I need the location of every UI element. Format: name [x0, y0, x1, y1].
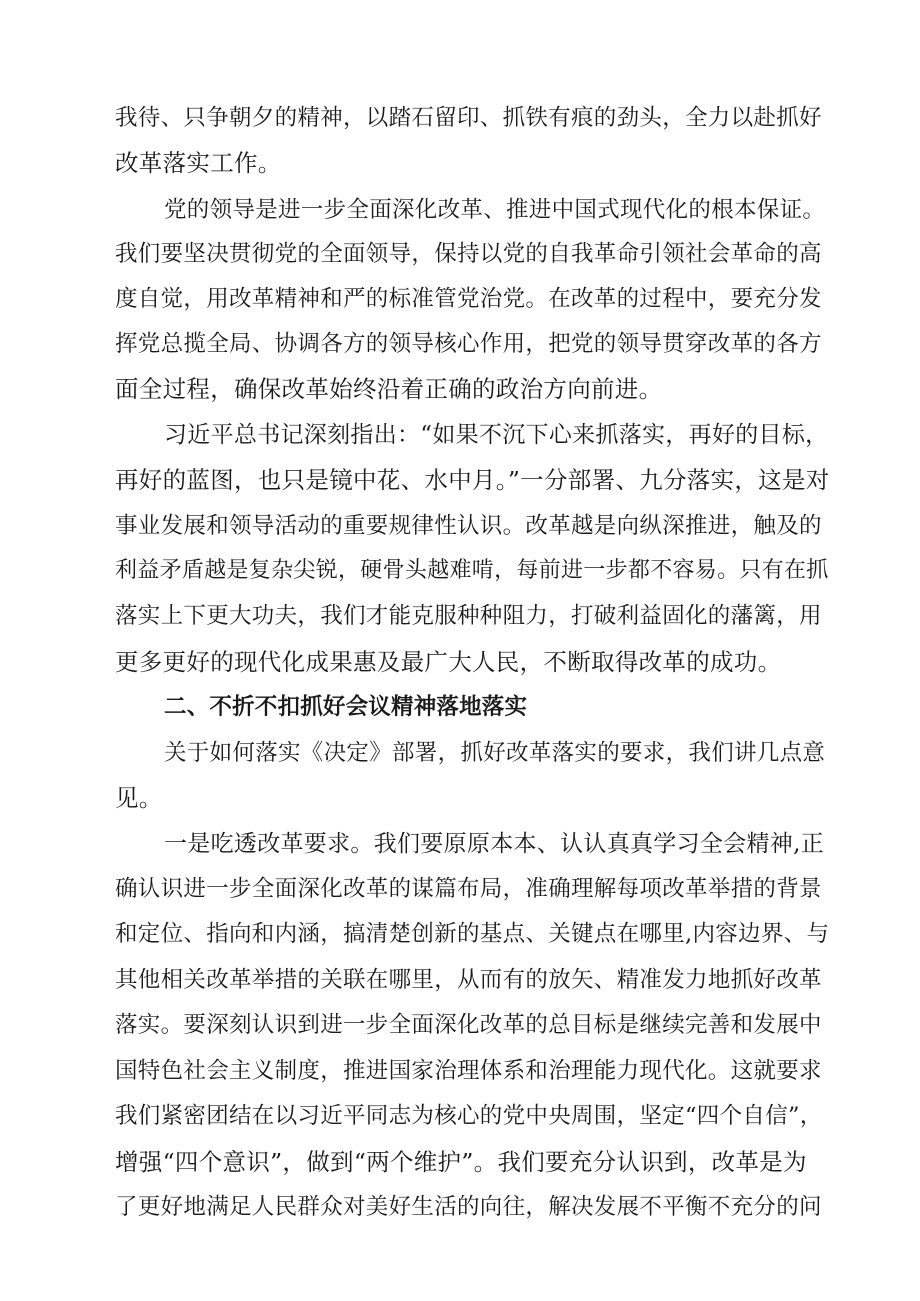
text-line-15: 关于如何落实《决定》部署，抓好改革落实的要求，我们讲几点意: [164, 740, 826, 766]
text-line-23: 我们紧密团结在以习近平同志为核心的党中央周围，坚定“四个自信”，: [115, 1103, 823, 1129]
text-line-25: 了更好地满足人民群众对美好生活的向往，解决发展不平衡不充分的问: [115, 1194, 822, 1220]
text-line-3: 党的领导是进一步全面深化改革、推进中国式现代化的根本保证。: [164, 197, 826, 223]
text-line-1: 我待、只争朝夕的精神，以踏石留印、抓铁有痕的劲头，全力以赴抓好: [115, 105, 822, 131]
text-line-6: 挥党总揽全局、协调各方的领导核心作用，把党的领导贯穿改革的各方: [115, 331, 822, 357]
text-line-4: 我们要坚决贯彻党的全面领导，保持以党的自我革命引领社会革命的高: [115, 241, 822, 267]
text-line-22: 国特色社会主义制度，推进国家治理体系和治理能力现代化。这就要求: [115, 1058, 822, 1084]
text-line-2: 改革落实工作。: [115, 149, 282, 177]
text-line-10: 事业发展和领导活动的重要规律性认识。改革越是向纵深推进，触及的: [115, 513, 822, 539]
text-line-17: 一是吃透改革要求。我们要原原本本、认认真真学习全会精神,正: [164, 831, 825, 857]
section-heading: 二、不折不扣抓好会议精神落地落实: [164, 694, 528, 720]
text-line-21: 落实。要深刻认识到进一步全面深化改革的总目标是继续完善和发展中: [115, 1012, 822, 1038]
text-line-13: 更多更好的现代化成果惠及最广大人民，不断取得改革的成功。: [115, 648, 782, 676]
text-line-9: 再好的蓝图，也只是镜中花、水中月。”一分部署、九分落实，这是对: [115, 466, 830, 494]
text-line-7: 面全过程，确保改革始终沿着正确的政治方向前进。: [115, 375, 663, 403]
text-line-8: 习近平总书记深刻指出：“如果不沉下心来抓落实，再好的目标，: [164, 422, 829, 448]
text-line-5: 度自觉，用改革精神和严的标准管党治党。在改革的过程中，要充分发: [115, 286, 822, 312]
text-line-12: 落实上下更大功夫，我们才能克服种种阻力，打破利益固化的藩篱，用: [115, 603, 822, 629]
text-line-16: 见。: [115, 784, 163, 812]
text-line-24: 增强“四个意识”，做到“两个维护”。我们要充分认识到，改革是为: [115, 1148, 807, 1176]
text-line-18: 确认识进一步全面深化改革的谋篇布局，准确理解每项改革举措的背景: [115, 876, 822, 902]
text-line-11: 利益矛盾越是复杂尖锐，硬骨头越难啃，每前进一步都不容易。只有在抓: [115, 558, 829, 583]
text-line-19: 和定位、指向和内涵，搞清楚创新的基点、关键点在哪里,内容边界、与: [115, 921, 830, 947]
text-line-20: 其他相关改革举措的关联在哪里，从而有的放矢、精准发力地抓好改革: [115, 967, 822, 993]
